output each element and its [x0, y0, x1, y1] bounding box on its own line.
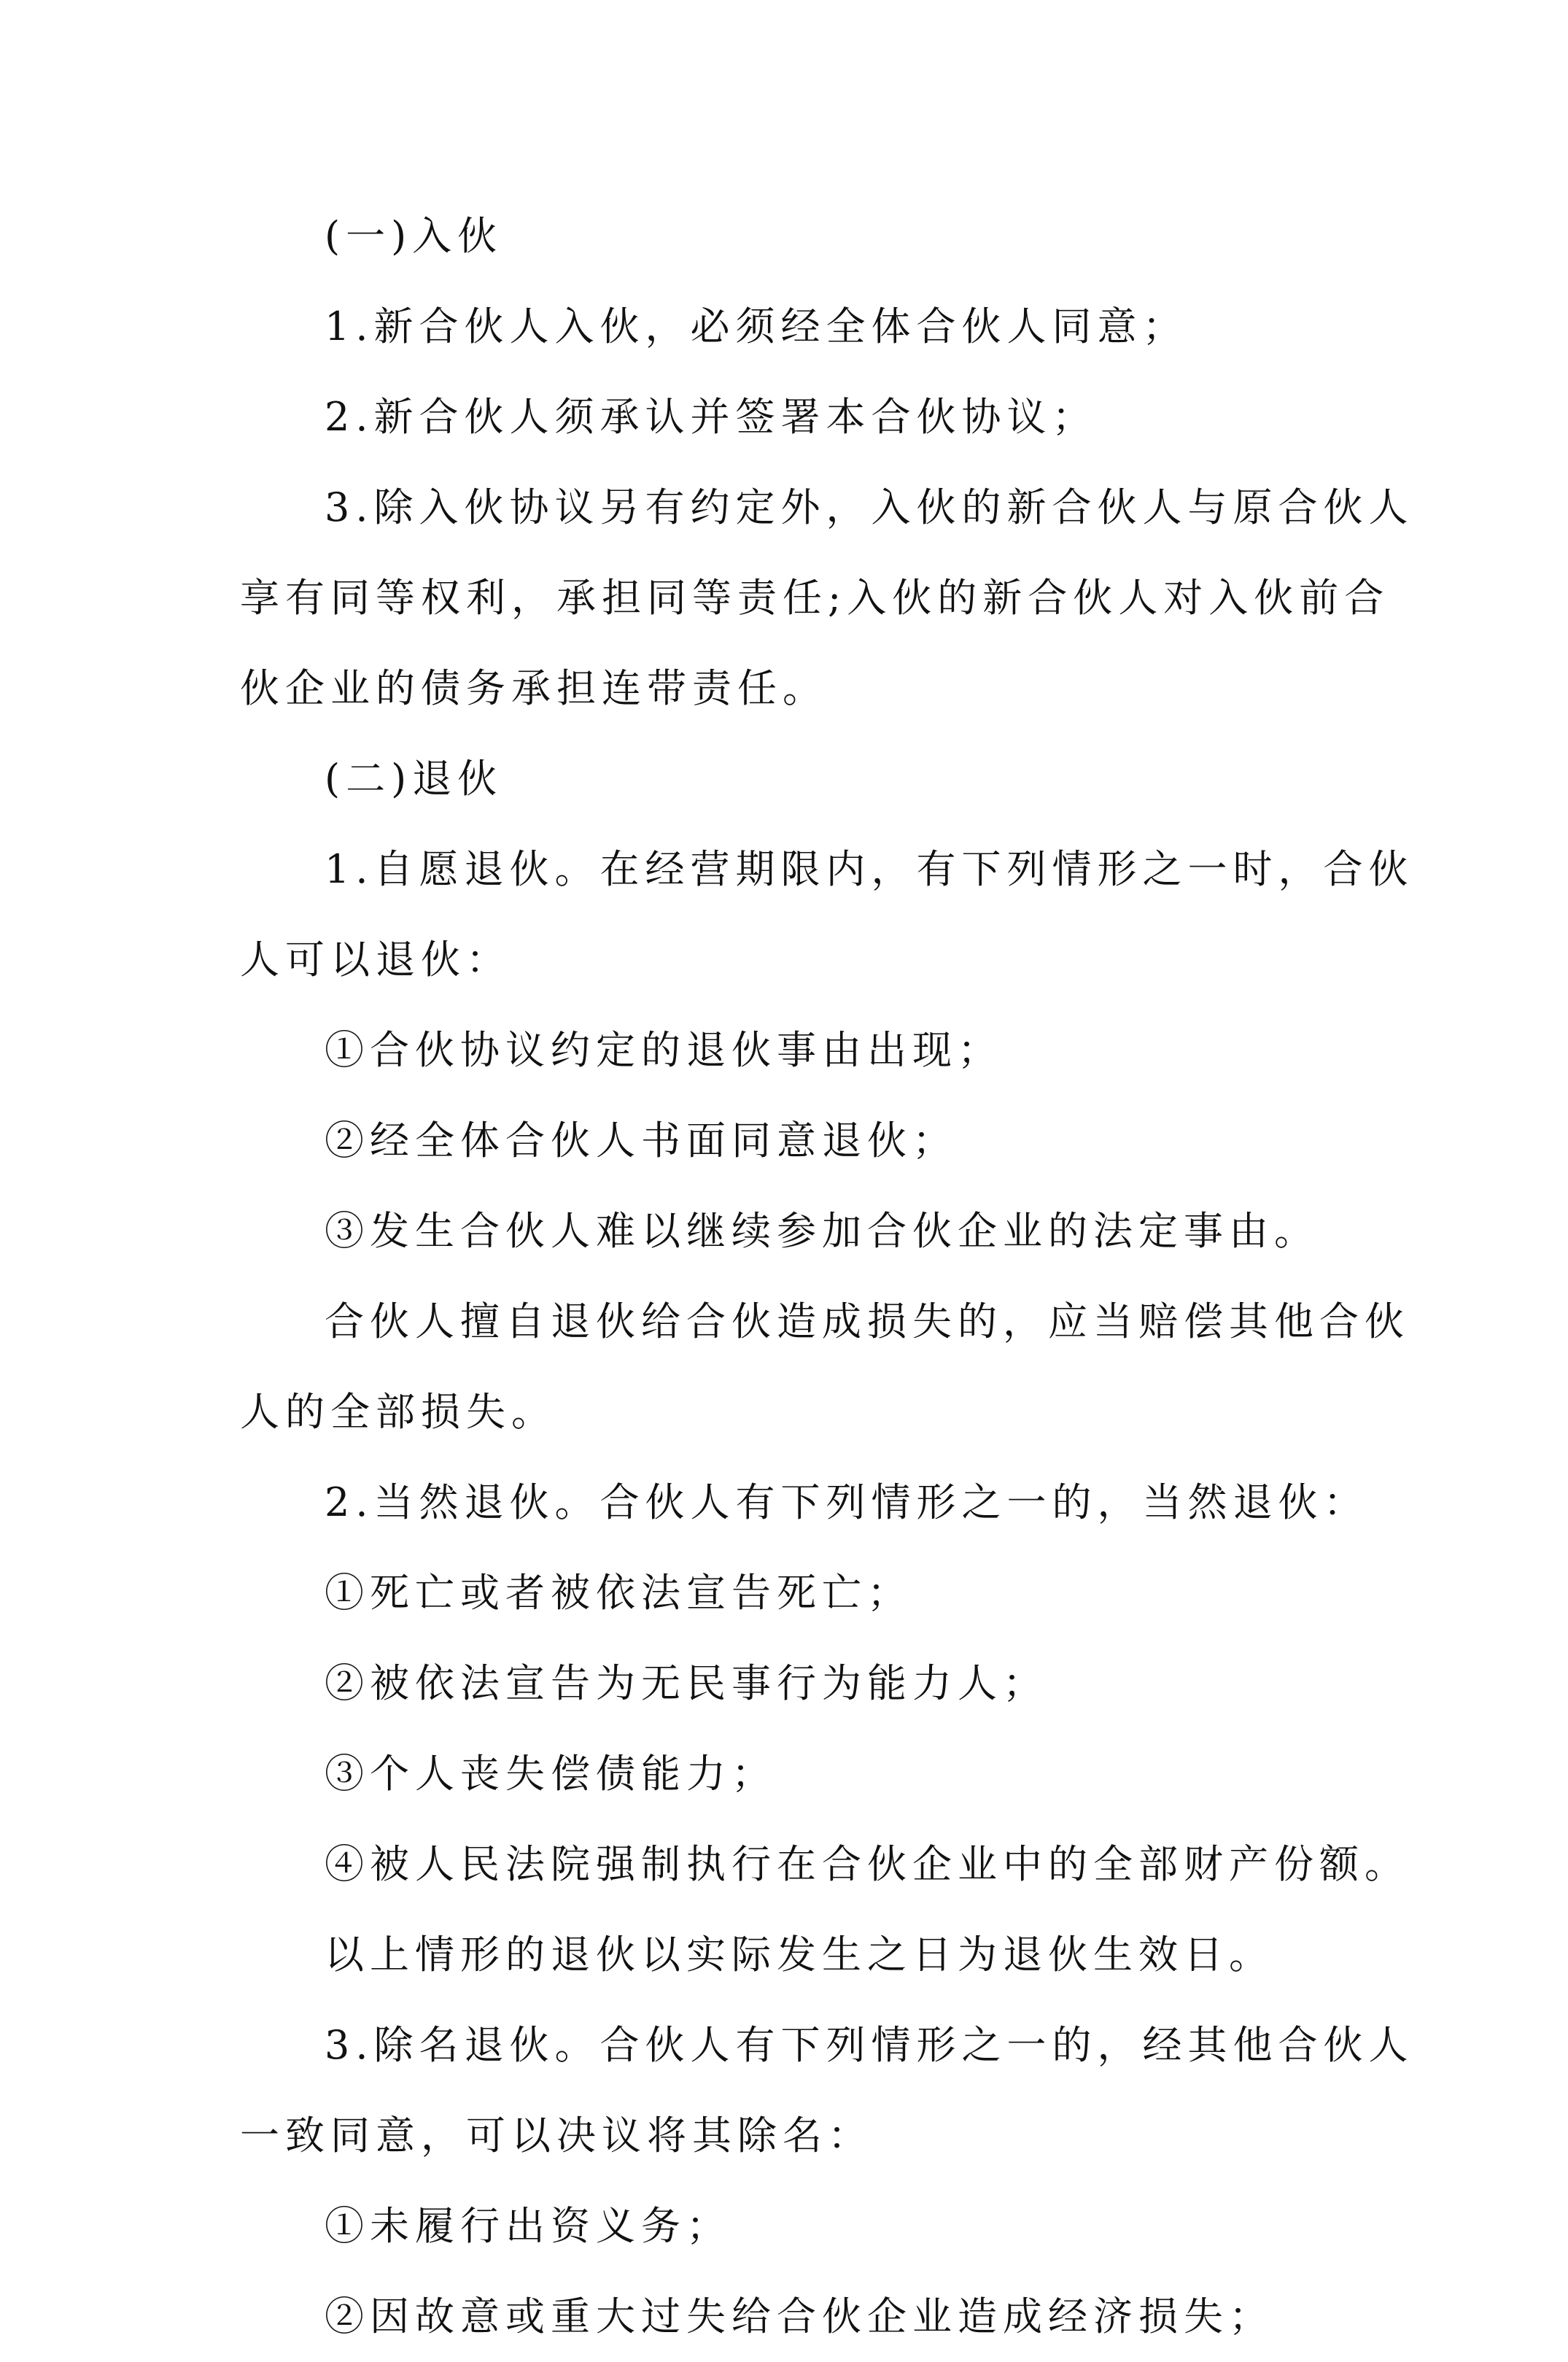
paragraph-line: 1.新合伙人入伙，必须经全体合伙人同意； [325, 303, 1188, 349]
list-item: ①未履行出资义务； [325, 2203, 731, 2249]
section-heading-withdrawal: (二)退伙 [325, 756, 503, 802]
paragraph-line: 人的全部损失。 [240, 1389, 556, 1435]
paragraph-line: 一致同意，可以决议将其除名： [240, 2113, 873, 2158]
paragraph-line: 1.自愿退伙。在经营期限内，有下列情形之一时，合伙 [325, 846, 1414, 892]
document-body [240, 191, 1414, 2362]
paragraph-line: 2.当然退伙。合伙人有下列情形之一的，当然退伙： [325, 1479, 1369, 1525]
list-item: ③个人丧失偿债能力； [325, 1751, 777, 1797]
paragraph-line: 2.新合伙人须承认并签署本合伙协议； [325, 394, 1098, 440]
list-item: ③发生合伙人难以继续参加合伙企业的法定事由。 [325, 1208, 1319, 1254]
paragraph-line: 合伙人擅自退伙给合伙造成损失的，应当赔偿其他合伙 [325, 1298, 1410, 1344]
paragraph-line: 享有同等权利，承担同等责任;入伙的新合伙人对入伙前合 [240, 575, 1390, 621]
paragraph-line: 以上情形的退伙以实际发生之日为退伙生效日。 [325, 1932, 1274, 1978]
paragraph-line: 伙企业的债务承担连带责任。 [240, 665, 828, 711]
section-heading-joining: (一)入伙 [325, 213, 503, 259]
paragraph-line: 人可以退伙： [240, 937, 511, 983]
list-item: ①死亡或者被依法宣告死亡； [325, 1570, 912, 1616]
paragraph-line: 3.除入伙协议另有约定外，入伙的新合伙人与原合伙人 [325, 484, 1414, 530]
list-item: ②经全体合伙人书面同意退伙； [325, 1118, 958, 1163]
paragraph-line: 3.除名退伙。合伙人有下列情形之一的，经其他合伙人 [325, 2022, 1414, 2068]
list-item: ②因故意或重大过失给合伙企业造成经济损失； [325, 2293, 1274, 2339]
list-item: ①合伙协议约定的退伙事由出现； [325, 1027, 1003, 1073]
list-item: ④被人民法院强制执行在合伙企业中的全部财产份额。 [325, 1841, 1410, 1887]
list-item: ②被依法宣告为无民事行为能力人； [325, 1660, 1048, 1706]
